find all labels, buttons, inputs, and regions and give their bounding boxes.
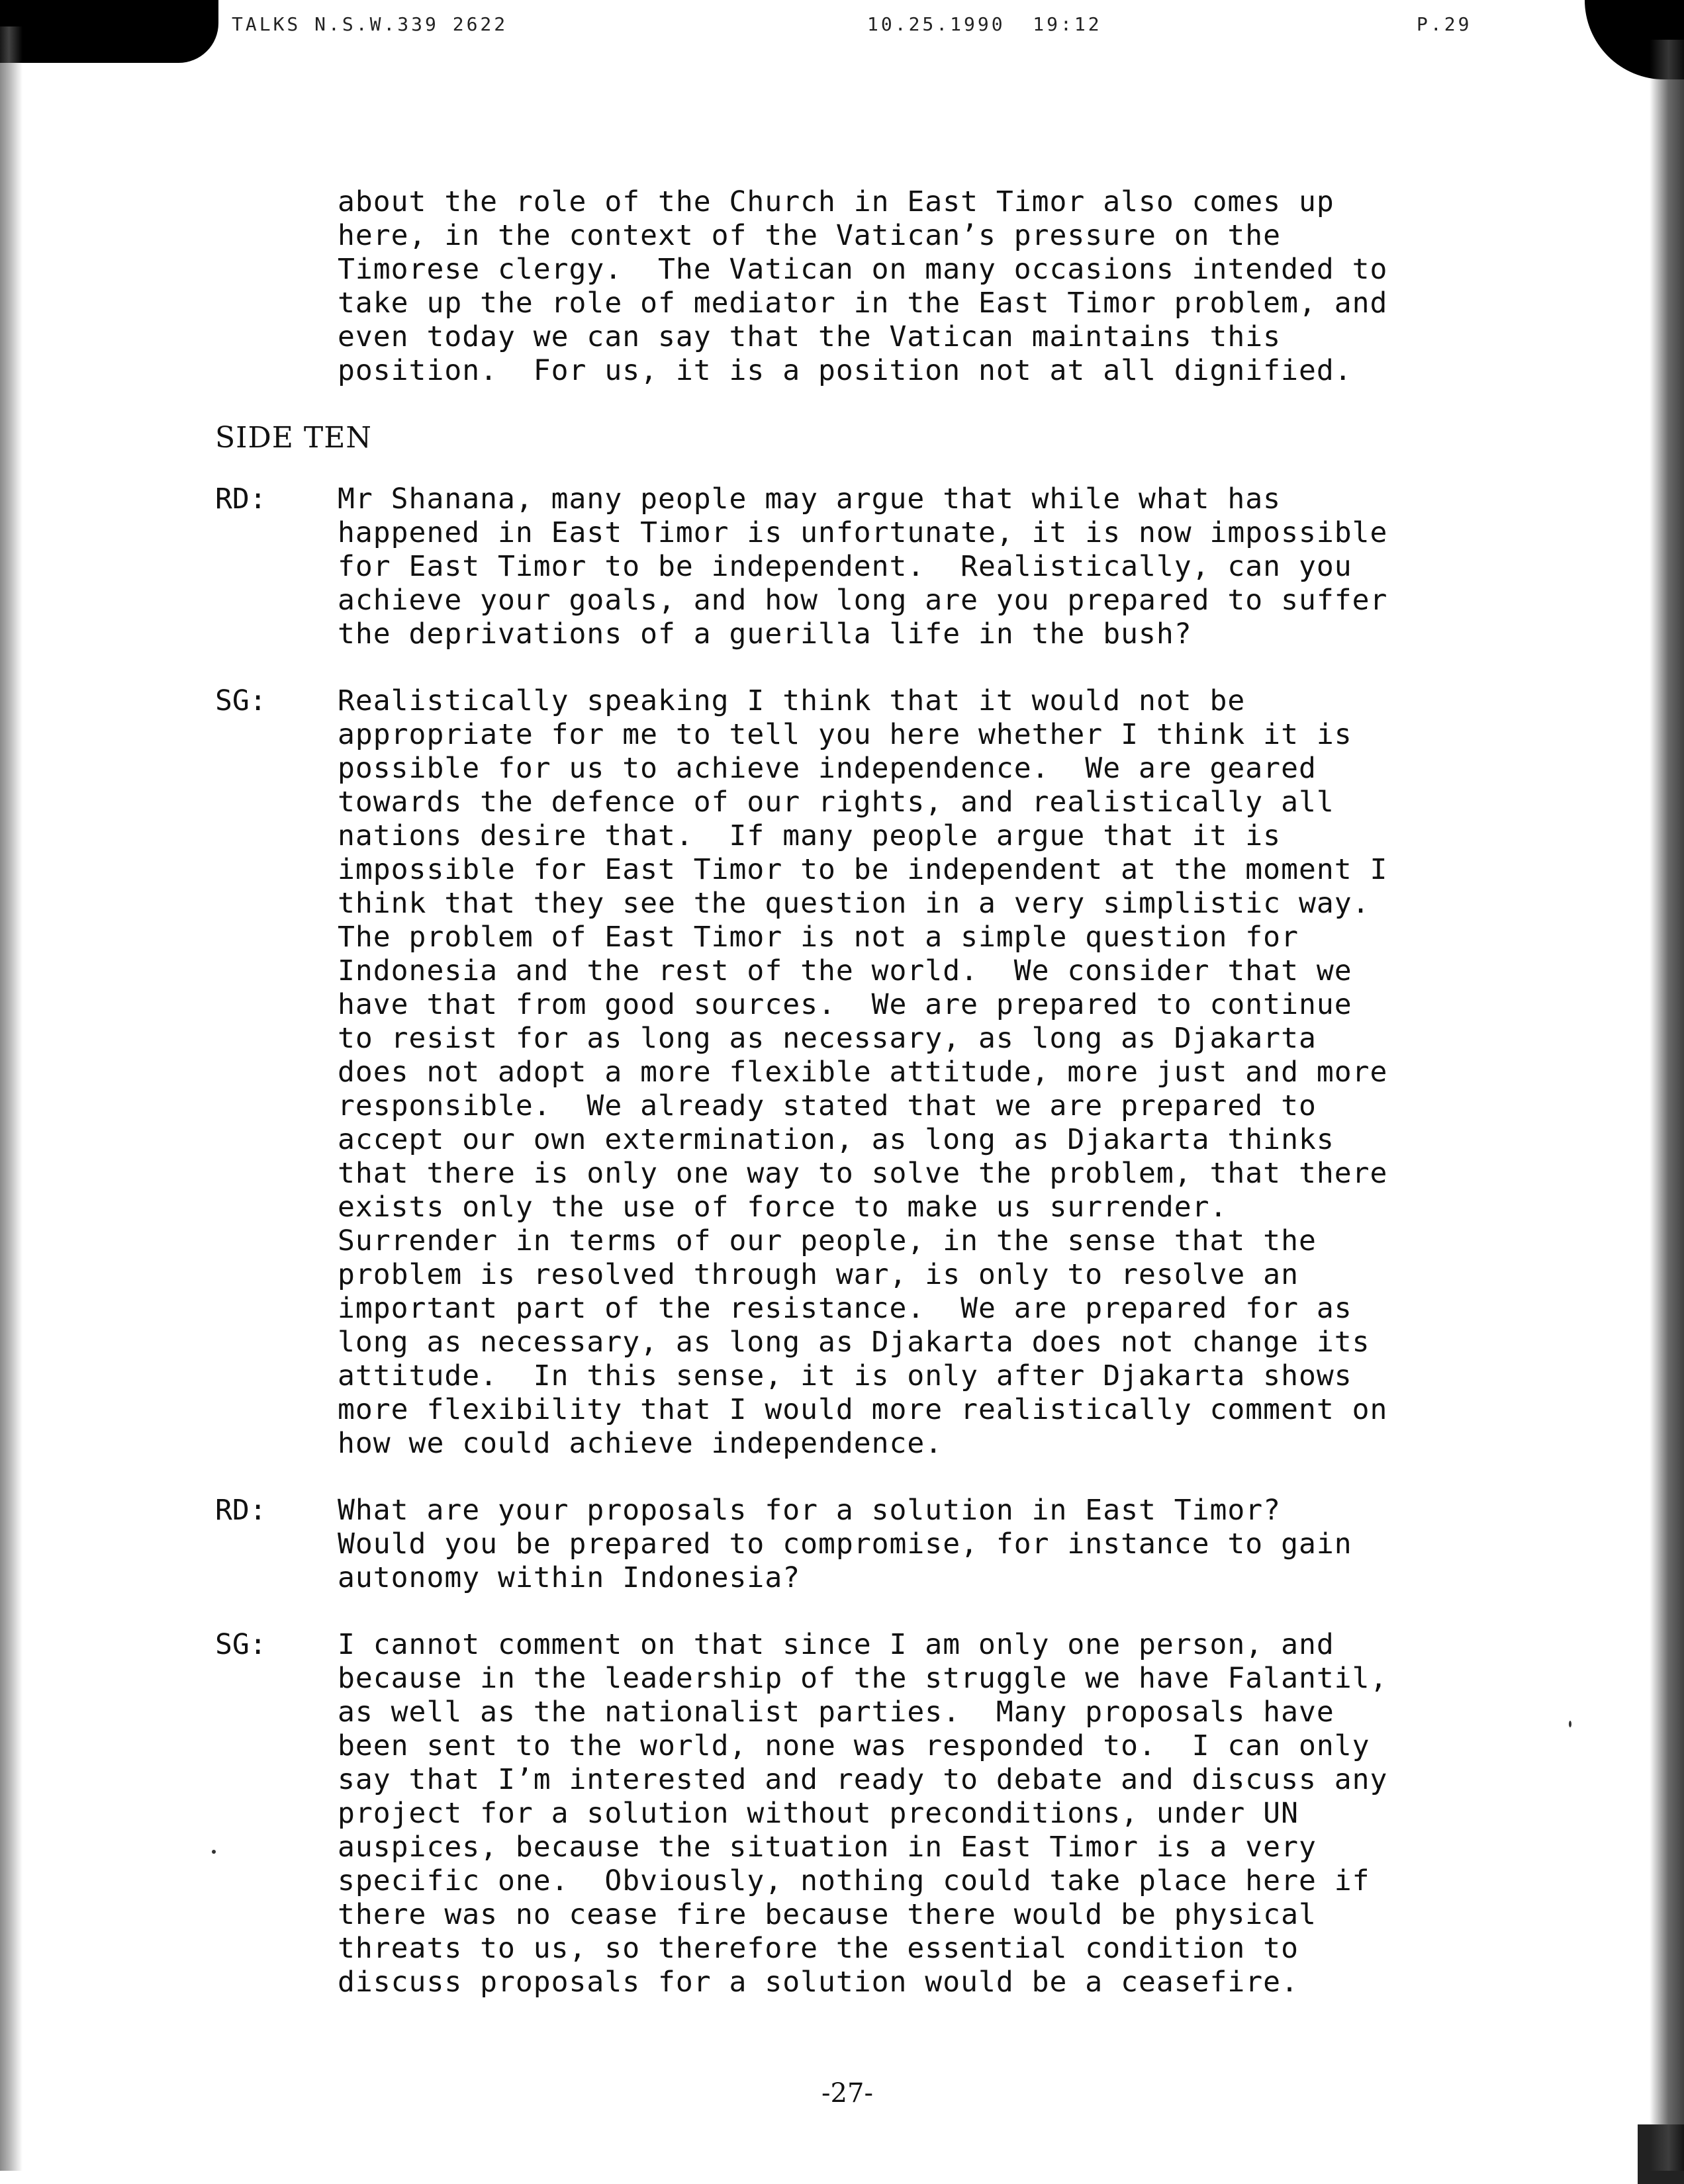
speaker-label: RD: [215, 482, 267, 516]
text-line: does not adopt a more flexible attitude, more just and more [338, 1056, 1388, 1089]
transcript-body [215, 185, 1539, 2032]
text-line: attitude. In this sense, it is only after Djakarta shows [338, 1359, 1352, 1392]
fax-datetime: 10.25.1990 19:12 [867, 13, 1102, 35]
text-line: that there is only one way to solve the problem, that there [338, 1157, 1388, 1190]
exchange [215, 684, 1539, 1461]
text-line: happened in East Timor is unfortunate, it is now impossible [338, 516, 1388, 549]
paragraph-text [338, 482, 1539, 651]
text-line: Mr Shanana, many people may argue that while what has [338, 482, 1282, 516]
text-line: exists only the use of force to make us surrender. [338, 1191, 1228, 1224]
text-line: Timorese clergy. The Vatican on many occasions intended to [338, 253, 1388, 286]
text-line: problem is resolved through war, is only to resolve an [338, 1258, 1299, 1291]
text-line: for East Timor to be independent. Realistically, can you [338, 550, 1352, 583]
text-line: impossible for East Timor to be independent at the moment I [338, 853, 1388, 886]
paragraph-text [338, 684, 1539, 1461]
section-heading: SIDE TEN [215, 421, 372, 455]
text-line: responsible. We already stated that we are prepared to [338, 1089, 1317, 1122]
text-line: autonomy within Indonesia? [338, 1561, 801, 1594]
text-line: to resist for as long as necessary, as long as Djakarta [338, 1022, 1317, 1055]
page-number: -27- [821, 2078, 873, 2109]
text-line: Surrender in terms of our people, in the sense that the [338, 1224, 1317, 1257]
text-line: been sent to the world, none was responded to. I can only [338, 1729, 1370, 1762]
text-line: position. For us, it is a position not at all dignified. [338, 354, 1352, 387]
text-line: even today we can say that the Vatican maintains this [338, 320, 1282, 353]
text-line: Would you be prepared to compromise, for instance to gain [338, 1527, 1352, 1561]
speaker-label: SG: [215, 1628, 267, 1661]
text-line: have that from good sources. We are prepared to continue [338, 988, 1352, 1021]
scan-speck [1569, 1721, 1571, 1727]
text-line: because in the leadership of the struggle we have Falantil, [338, 1662, 1388, 1695]
text-line: Realistically speaking I think that it would not be [338, 684, 1246, 717]
paragraph-text [338, 1494, 1539, 1595]
text-line: possible for us to achieve independence. We are geared [338, 752, 1317, 785]
fax-page-number: P.29 [1417, 13, 1472, 35]
fax-sender: TALKS N.S.W.339 2622 [232, 13, 508, 35]
text-line: nations desire that. If many people argue that it is [338, 819, 1282, 852]
text-line: about the role of the Church in East Timor also comes up [338, 185, 1334, 218]
speaker-label: SG: [215, 684, 267, 717]
text-line: more flexibility that I would more realistically comment on [338, 1393, 1388, 1426]
text-line: accept our own extermination, as long as Djakarta thinks [338, 1123, 1334, 1156]
text-line: appropriate for me to tell you here whether I think it is [338, 718, 1352, 751]
text-line: there was no cease fire because there would be physical [338, 1898, 1317, 1931]
exchange [215, 1494, 1539, 1595]
text-line: important part of the resistance. We are prepared for as [338, 1292, 1352, 1325]
exchanges [215, 482, 1539, 1999]
fax-header [232, 13, 1489, 46]
text-line: I cannot comment on that since I am only one person, and [338, 1628, 1334, 1661]
text-line: threats to us, so therefore the essential condition to [338, 1932, 1299, 1965]
text-line: here, in the context of the Vatican’s pressure on the [338, 219, 1282, 252]
text-line: think that they see the question in a very simplistic way. [338, 887, 1370, 920]
paragraph-text [338, 185, 1539, 388]
text-line: auspices, because the situation in East Timor is a very [338, 1831, 1317, 1864]
text-line: specific one. Obviously, nothing could take place here if [338, 1864, 1370, 1897]
text-line: achieve your goals, and how long are you prepared to suffer [338, 584, 1388, 617]
text-line: Indonesia and the rest of the world. We consider that we [338, 954, 1352, 987]
exchange [215, 482, 1539, 651]
text-line: towards the defence of our rights, and realistically all [338, 786, 1334, 819]
text-line: discuss proposals for a solution would be a ceasefire. [338, 1966, 1299, 1999]
scan-edge-right [1650, 40, 1684, 2171]
exchange [215, 1628, 1539, 1999]
text-line: project for a solution without preconditions, under UN [338, 1797, 1299, 1830]
intro-paragraph [215, 185, 1539, 388]
text-line: how we could achieve independence. [338, 1427, 943, 1460]
text-line: long as necessary, as long as Djakarta does not change its [338, 1326, 1370, 1359]
scan-speck [212, 1850, 216, 1854]
text-line: the deprivations of a guerilla life in the bush? [338, 617, 1192, 651]
scan-corner-artifact [0, 0, 218, 63]
text-line: as well as the nationalist parties. Many proposals have [338, 1696, 1334, 1729]
text-line: say that I’m interested and ready to debate and discuss any [338, 1763, 1388, 1796]
paragraph-text [338, 1628, 1539, 1999]
text-line: What are your proposals for a solution in East Timor? [338, 1494, 1282, 1527]
text-line: The problem of East Timor is not a simple question for [338, 921, 1299, 954]
speaker-label: RD: [215, 1494, 267, 1527]
scan-edge-left [0, 26, 23, 2171]
text-line: take up the role of mediator in the East Timor problem, and [338, 287, 1388, 320]
